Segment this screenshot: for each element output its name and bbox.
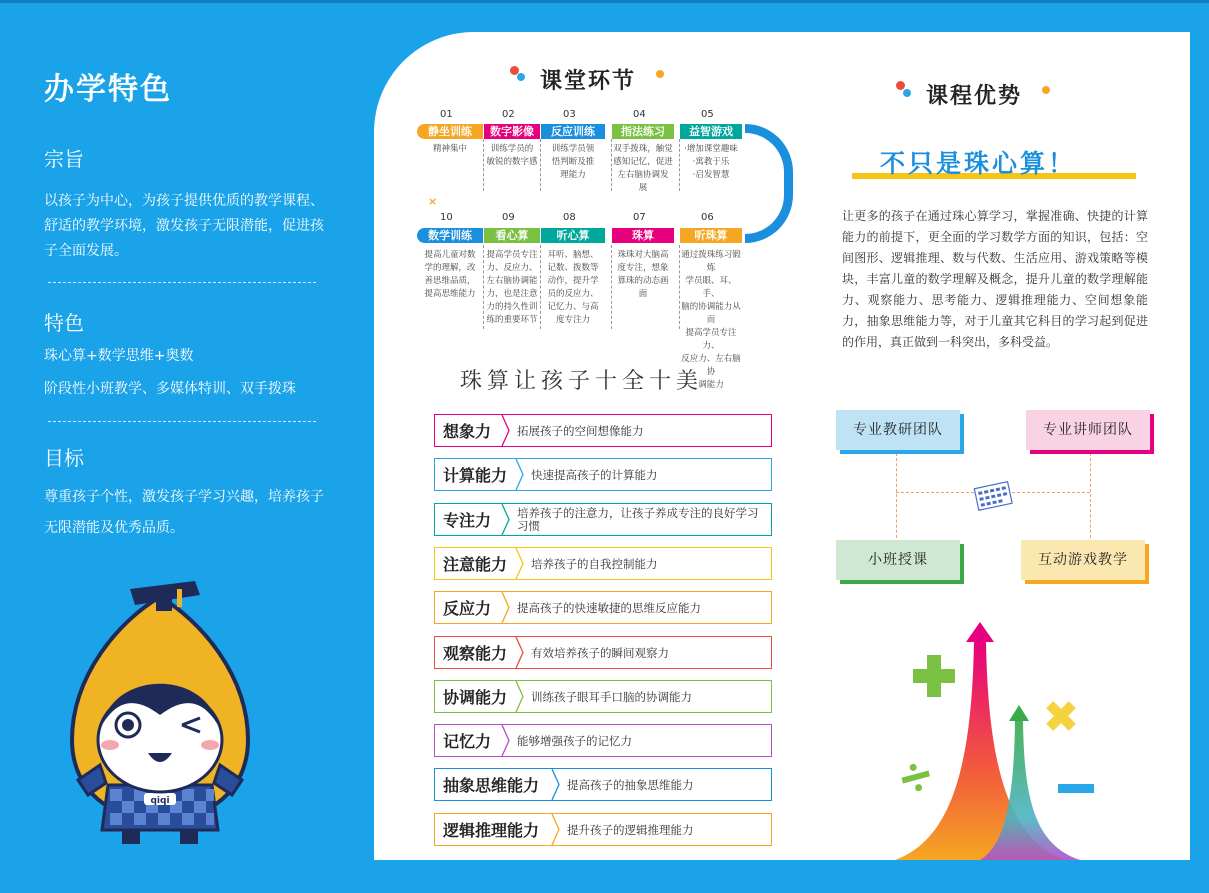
ability-name: 计算能力 (443, 466, 508, 486)
chevron-right-icon (501, 592, 511, 623)
chevron-right-icon (515, 548, 525, 579)
purpose-text: 以孩子为中心，为孩子提供优质的教学课程、舒适的教学环境，激发孩子无限潜能，促进孩子全面发展。 (44, 193, 324, 259)
chevron-right-icon (551, 814, 561, 845)
timeline-separator (540, 139, 541, 191)
top-step-label: 数字影像 (484, 124, 540, 139)
ability-name: 专注力 (443, 510, 492, 530)
connector-line (896, 492, 974, 493)
divider (48, 421, 316, 422)
timeline-separator (540, 245, 541, 329)
bottom-step-number: 06 (701, 212, 714, 223)
ability-row (434, 458, 772, 491)
ability-name: 反应力 (443, 599, 492, 619)
decor-dot (656, 70, 664, 78)
bottom-step-description: 通过拨珠练习锻炼 学员眼、耳、手、 脑的协调能力从而 提高学员专注力、 反应力、左右脑协 调能力 (681, 250, 741, 390)
bottom-step-label: 听心算 (541, 228, 605, 243)
connector-line (1012, 492, 1090, 493)
bottom-step-number: 07 (633, 212, 646, 223)
decor-dot (896, 81, 905, 90)
bottom-step-number: 09 (502, 212, 515, 223)
bottom-step-description: 耳听、脑想、 记数、拨数等 动作，提升学 员的反应力、 记忆力、与高 度专注力 (547, 250, 599, 325)
page-title: 办学特色 (44, 72, 172, 107)
ability-description: 提高孩子的抽象思维能力 (567, 778, 694, 793)
ability-name: 逻辑推理能力 (443, 820, 540, 840)
top-step-number: 01 (440, 109, 453, 120)
features-line-2: 阶段性小班教学、多媒体特训、双手拨珠 (44, 381, 296, 397)
top-step-label: 益智游戏 (680, 124, 742, 139)
ability-description: 培养孩子的自我控制能力 (531, 556, 658, 571)
ability-name: 想象力 (443, 422, 492, 441)
advantages-title: 课程优势 (926, 79, 1022, 110)
bottom-step-number: 10 (440, 212, 453, 223)
bottom-step-label: 珠算 (612, 228, 674, 243)
divider (48, 282, 316, 283)
ability-row (434, 768, 772, 801)
mascot-illustration (60, 575, 260, 850)
advantages-text: 让更多的孩子在通过珠心算学习，掌握准确、快捷的计算能力的前提下，更全面的学习数学方面的知识，包括：空间图形、逻辑推理、数与代数、生活应用、游戏策略等模块，丰富儿童的数学理解及概念，提升儿童的数学理解能力、观察能力、思考能力、逻辑推理能力、空间想象能力，抽象思维能力等，对于儿童其它科目的学习起到促进的作用，真正做到一科突出，多科受益。 (842, 209, 1148, 349)
advantage-box: 专业讲师团队 (1026, 410, 1150, 450)
connector-line (896, 453, 897, 543)
bottom-step-description: 提高学员专注 力、反应力、 左右脑协调能 力，也是注意 力的持久性训 练的重要环节 (486, 250, 538, 325)
left-panel (0, 0, 370, 893)
advantage-box: 小班授课 (836, 540, 960, 580)
top-step-description: 双手拨珠，触觉 感知记忆，促进 左右脑协调发 展 (613, 144, 673, 193)
top-step-number: 04 (633, 109, 646, 120)
bottom-step-label: 看心算 (484, 228, 540, 243)
features-line-1: 珠心算+数学思维+奥数 (44, 348, 194, 364)
chevron-right-icon (501, 415, 511, 446)
top-step-description: 精神集中 (432, 144, 467, 154)
ability-row (434, 547, 772, 580)
slogan: 不只是珠心算！ (880, 149, 1077, 178)
top-step-description: 训练学员的 敏锐的数字感 (486, 144, 538, 167)
advantage-box: 互动游戏教学 (1021, 540, 1145, 580)
goal-heading: 目标 (44, 446, 84, 470)
top-step-label: 指法练习 (612, 124, 674, 139)
ability-description: 快速提高孩子的计算能力 (531, 468, 658, 483)
ability-description: 拓展孩子的空间想像能力 (517, 424, 644, 438)
top-step-label: 反应训练 (541, 124, 605, 139)
timeline-separator (611, 139, 612, 191)
ability-row (434, 724, 772, 757)
chevron-right-icon (501, 725, 511, 756)
ability-row (434, 813, 772, 846)
chevron-right-icon (515, 637, 525, 668)
ability-description: 提升孩子的逻辑推理能力 (567, 822, 694, 837)
ability-row (434, 503, 772, 536)
timeline-separator (679, 245, 680, 329)
top-step-number: 05 (701, 109, 714, 120)
connector-line (1090, 453, 1091, 543)
bottom-step-label: 数学训练 (417, 228, 483, 243)
timeline-separator (483, 139, 484, 191)
ability-name: 抽象思维能力 (443, 776, 540, 796)
top-step-description: ·增加课堂趣味 ·寓教于乐 ·启发智慧 (684, 144, 738, 180)
decor-dot (903, 89, 911, 97)
chevron-right-icon (515, 681, 525, 712)
ability-name: 观察能力 (443, 643, 508, 663)
chevron-right-icon (551, 769, 561, 800)
goal-text: 尊重孩子个性，激发孩子学习兴趣，培养孩子无限潜能及优秀品质。 (44, 489, 324, 536)
ability-row (434, 591, 772, 624)
ability-row (434, 680, 772, 713)
bottom-step-description: 提高儿童对数 学的理解，改 善思维品质， 提高思维能力 (424, 250, 476, 299)
bottom-step-description: 珠珠对大脑高 度专注，想象 算珠的动态画 面 (617, 250, 669, 299)
ability-name: 记忆力 (443, 732, 492, 752)
abilities-title: 珠算让孩子十全十美 (460, 369, 704, 394)
growth-arrows-illustration (880, 620, 1110, 860)
ability-description: 能够增强孩子的记忆力 (517, 734, 632, 749)
timeline-separator (611, 245, 612, 329)
top-step-description: 训练学员领 悟判断及推 理能力 (551, 144, 595, 180)
top-step-number: 03 (563, 109, 576, 120)
ability-row (434, 636, 772, 669)
calendar-icon (972, 479, 1014, 511)
ability-name: 注意能力 (443, 554, 508, 574)
timeline-separator (679, 139, 680, 191)
ability-row (434, 414, 772, 447)
purpose-heading: 宗旨 (44, 147, 84, 171)
chevron-right-icon (501, 504, 511, 535)
mascot-badge: qiqi (150, 796, 170, 806)
features-heading: 特色 (44, 311, 84, 335)
decor-dot (517, 73, 525, 81)
top-step-number: 02 (502, 109, 515, 120)
ability-description: 有效培养孩子的瞬间观察力 (531, 645, 669, 660)
ability-description: 培养孩子的注意力，让孩子养成专注的良好学习习惯 (517, 506, 759, 534)
timeline-separator (483, 245, 484, 329)
ability-description: 提高孩子的快速敏捷的思维反应能力 (517, 601, 701, 616)
decor-dot (1042, 86, 1050, 94)
bottom-step-label: 听珠算 (680, 228, 742, 243)
advantage-box: 专业教研团队 (836, 410, 960, 450)
decor-mark-icon: × (428, 195, 438, 208)
ability-description: 训练孩子眼耳手口脑的协调能力 (531, 689, 692, 704)
chevron-right-icon (515, 459, 525, 490)
right-border (1190, 32, 1209, 860)
classroom-title: 课堂环节 (540, 64, 636, 95)
ability-name: 协调能力 (443, 687, 508, 707)
bottom-step-number: 08 (563, 212, 576, 223)
top-step-label: 静坐训练 (417, 124, 483, 139)
